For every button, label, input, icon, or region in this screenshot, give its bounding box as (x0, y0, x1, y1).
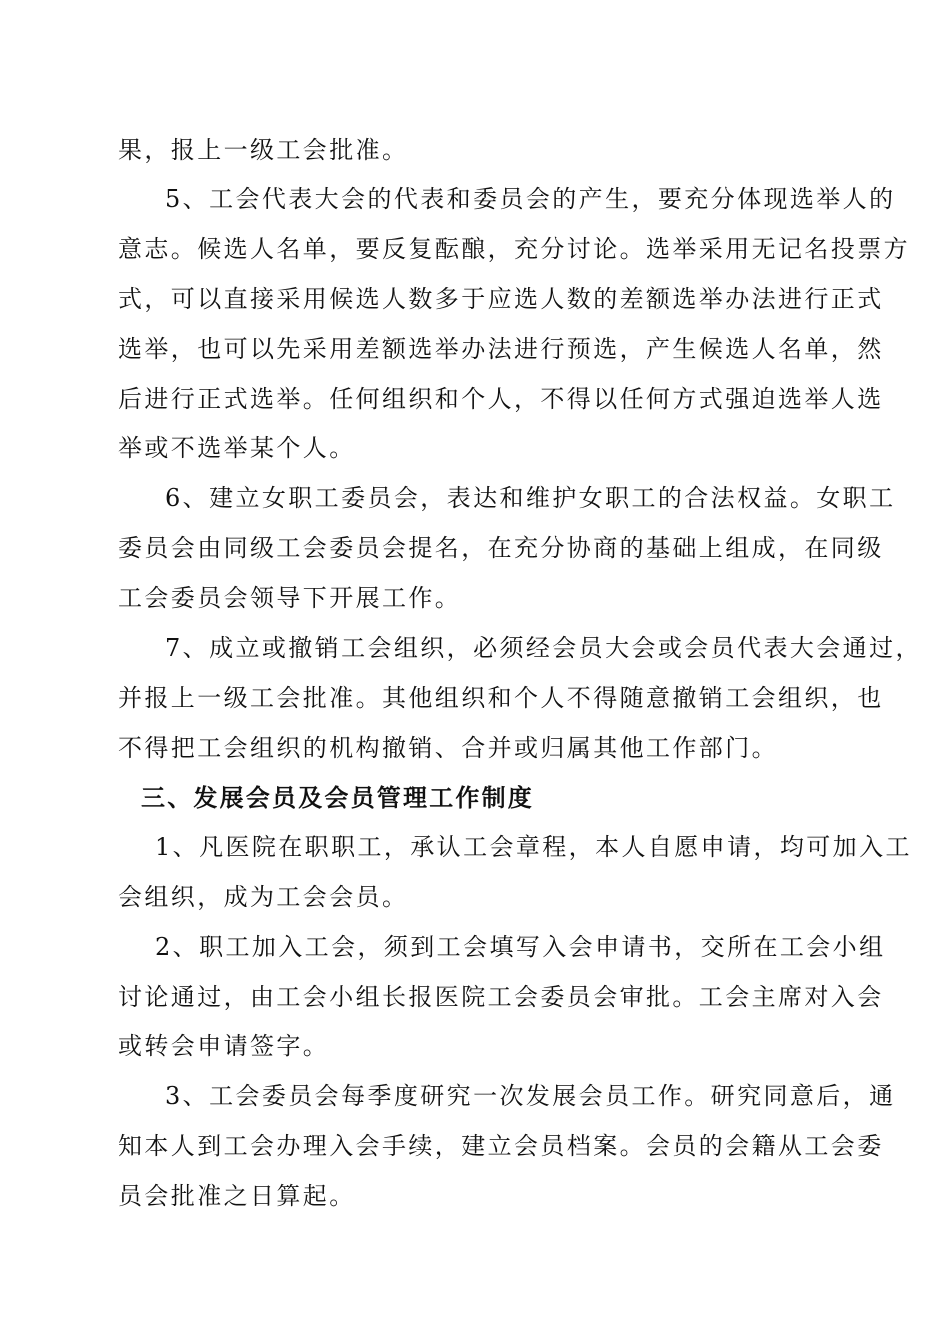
paragraph-7-line: 7、成立或撤销工会组织，必须经会员大会或会员代表大会通过， (165, 634, 922, 662)
paragraph-6-line: 6、建立女职工委员会，表达和维护女职工的合法权益。女职工 (165, 484, 896, 512)
text-line: 工会委员会领导下开展工作。 (118, 584, 462, 612)
text-line: 委员会由同级工会委员会提名，在充分协商的基础上组成，在同级 (118, 534, 884, 562)
text-line: 举或不选举某个人。 (118, 434, 356, 462)
paragraph-1-line: 1、凡医院在职职工，承认工会章程，本人自愿申请，均可加入工 (155, 833, 912, 861)
text-line: 知本人到工会办理入会手续，建立会员档案。会员的会籍从工会委 (118, 1132, 884, 1160)
text-line: 后进行正式选举。任何组织和个人，不得以任何方式强迫选举人选 (118, 385, 884, 413)
text-line: 讨论通过，由工会小组长报医院工会委员会审批。工会主席对入会 (118, 983, 884, 1011)
text-line: 或转会申请签字。 (118, 1032, 330, 1060)
text-line: 式，可以直接采用候选人数多于应选人数的差额选举办法进行正式 (118, 285, 884, 313)
text-line: 并报上一级工会批准。其他组织和个人不得随意撤销工会组织，也 (118, 684, 884, 712)
text-line: 不得把工会组织的机构撤销、合并或归属其他工作部门。 (118, 734, 778, 762)
text-line: 员会批准之日算起。 (118, 1182, 356, 1210)
text-line: 会组织，成为工会会员。 (118, 883, 409, 911)
text-line: 果，报上一级工会批准。 (118, 136, 409, 164)
text-line: 选举，也可以先采用差额选举办法进行预选，产生候选人名单，然 (118, 335, 884, 363)
paragraph-2-line: 2、职工加入工会，须到工会填写入会申请书，交所在工会小组 (155, 933, 886, 961)
paragraph-3-line: 3、工会委员会每季度研究一次发展会员工作。研究同意后，通 (165, 1082, 896, 1110)
section-heading: 三、发展会员及会员管理工作制度 (141, 784, 534, 812)
paragraph-5-line: 5、工会代表大会的代表和委员会的产生，要充分体现选举人的 (165, 185, 896, 213)
text-line: 意志。候选人名单，要反复酝酿，充分讨论。选举采用无记名投票方 (118, 235, 910, 263)
